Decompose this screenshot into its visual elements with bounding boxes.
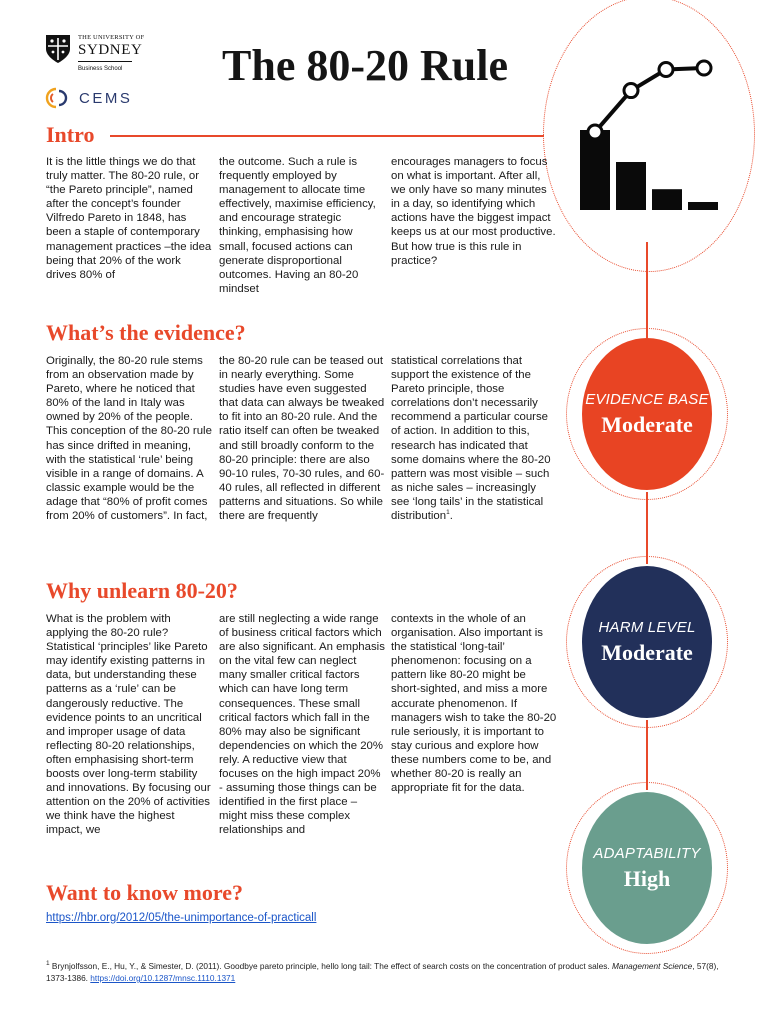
footnote-doi-link[interactable]: https://doi.org/10.1287/mnsc.1110.1371 [90, 973, 236, 983]
footnote-text-2: , 57(8), 1373-1386. [46, 961, 719, 983]
intro-column-1 [46, 155, 212, 282]
logo-divider [78, 61, 132, 62]
unlearn-col3-text: contexts in the whole of an organisation. Also important is the statistical ‘long-tail’ phenomenon: focusing on a pattern like 80-20 might be short-sighted, and miss a more accurate phenomenon. If managers wish to take the 80-20 rule seriously, it is important to stay curious and explore how these numbers come to be, and whether 80-20 is really an appropriate fit for the data. [391, 613, 557, 795]
adaptability-value: High [623, 865, 671, 891]
university-name: SYDNEY [78, 41, 143, 58]
evidence-col3-text: statistical correlations that support the existence of the Pareto principle, those correlations don’t necessarily recommend a particular course of action. In addition to this, research has indicated that some domains where the 80-20 pattern was most visible – such as niche sales – increasingly see ‘long tails’ in the statistical distribution [391, 355, 551, 523]
adaptability-label: ADAPTABILITY [593, 844, 701, 862]
pareto-graphic-circle [543, 0, 755, 272]
unlearn-col2-text: are still neglecting a wide range of business critical factors which are also significant. An emphasis on the vital few can neglect many smaller critical factors which can have long term consequences. These small critical factors which fall in the 80% may also be significant dependencies on which the 20% rely. A reductive view that focuses on the high impact 20% - assuming those things can be identified in the first place – might miss these complex relationships and [219, 613, 385, 837]
intro-column-2 [219, 155, 385, 296]
footnote-number: 1 [46, 960, 50, 968]
connector-line-1 [646, 242, 648, 338]
cems-swirl-icon [45, 86, 71, 110]
intro-col2-text: the outcome. Such a rule is frequently employed by management to allocate time effectively, maximise efficiency, and encourage strategic thinking, emphasising how small, focused actions can generate disproportional outcomes. Having an 80-20 mindset [219, 156, 376, 295]
footnote-text: Brynjolfsson, E., Hu, Y., & Simester, D. (2011). Goodbye pareto principle, hello long tail: The effect of search costs on the concentration of product sales. [49, 961, 612, 971]
evidence-column-1 [46, 354, 212, 523]
unlearn-column-2 [219, 612, 385, 838]
unlearn-column-1 [46, 612, 212, 838]
harm-level-badge [582, 566, 712, 718]
university-crest-icon [45, 34, 71, 64]
evidence-column-2 [219, 354, 385, 523]
cems-wordmark: CEMS [79, 90, 133, 107]
university-of-sydney-logo [45, 34, 155, 74]
connector-line-3 [646, 720, 648, 790]
evidence-col1-text: Originally, the 80-20 rule stems from an observation made by Pareto, where he noticed that 80% of the land in Italy was owned by 20% of the people. This conception of the 80-20 rule has since drifted in meaning, with the statistical ‘rule’ being visible in a range of domains. A classic example would be the adage that “80% of profit comes from 20% of customers”. In fact, [46, 355, 212, 523]
adaptability-badge [582, 792, 712, 944]
intro-col1-text: It is the little things we do that truly matter. The 80-20 rule, or “the Pareto principle”, named after the concept’s founder Vilfredo Pareto in 1848, has been a staple of contemporary management practices –the idea being that 20% of the work drives 80% of [46, 156, 212, 281]
intro-column-3 [391, 155, 557, 268]
unlearn-col1-text: What is the problem with applying the 80-20 rule? Statistical ‘principles’ like Pareto may identify existing patterns in data, but understanding these patterns as a ‘rule’ can be dangerously reductive. The evidence points to an uncritical and improper usage of data reflecting 80-20 relationships, often emphasising short-term boosts over long-term stability and innovations. By focusing our attention on the 20% of activities we think have the highest impact, we [46, 613, 211, 837]
evidence-base-value: Moderate [601, 411, 693, 437]
connector-line-2 [646, 492, 648, 564]
unlearn-heading: Why unlearn 80-20? [46, 578, 238, 603]
intro-col3-text: encourages managers to focus on what is important. After all, we only have so many minutes in a day, so identifying which actions have the biggest impact keeps us at our most productive. But how true is this rule in practice? [391, 156, 556, 267]
page-title: The 80-20 Rule [222, 41, 508, 90]
footnote-journal: Management Science [611, 961, 693, 971]
evidence-column-3 [391, 354, 557, 523]
intro-heading: Intro [46, 122, 95, 147]
evidence-heading: What’s the evidence? [46, 320, 246, 345]
evidence-col2-text: the 80-20 rule can be teased out in nearly everything. Some studies have even suggested that data can always be tweaked to fit into an 80-20 rule. And the ratio itself can often be tweaked and still broadly conform to the 80-20 principle: there are also 90-10 rules, 70-30 rules, and 60-40 rules, all reflected in different patterns and situations. So while there are frequently [219, 355, 385, 523]
footnote-ref: 1 [446, 509, 450, 517]
harm-level-value: Moderate [601, 639, 693, 665]
footnote [46, 960, 726, 984]
evidence-base-badge [582, 338, 712, 490]
university-name-prefix: THE UNIVERSITY OF [78, 34, 145, 41]
unlearn-column-3 [391, 612, 557, 795]
harm-level-label: HARM LEVEL [598, 618, 696, 636]
hbr-article-link[interactable]: https://hbr.org/2012/05/the-unimportance-of-practicall [46, 912, 317, 924]
business-school-label: Business School [78, 65, 123, 72]
evidence-base-label: EVIDENCE BASE [585, 390, 709, 408]
more-heading: Want to know more? [46, 880, 243, 905]
intro-divider [110, 135, 544, 137]
evidence-col3-end: . [449, 510, 453, 523]
